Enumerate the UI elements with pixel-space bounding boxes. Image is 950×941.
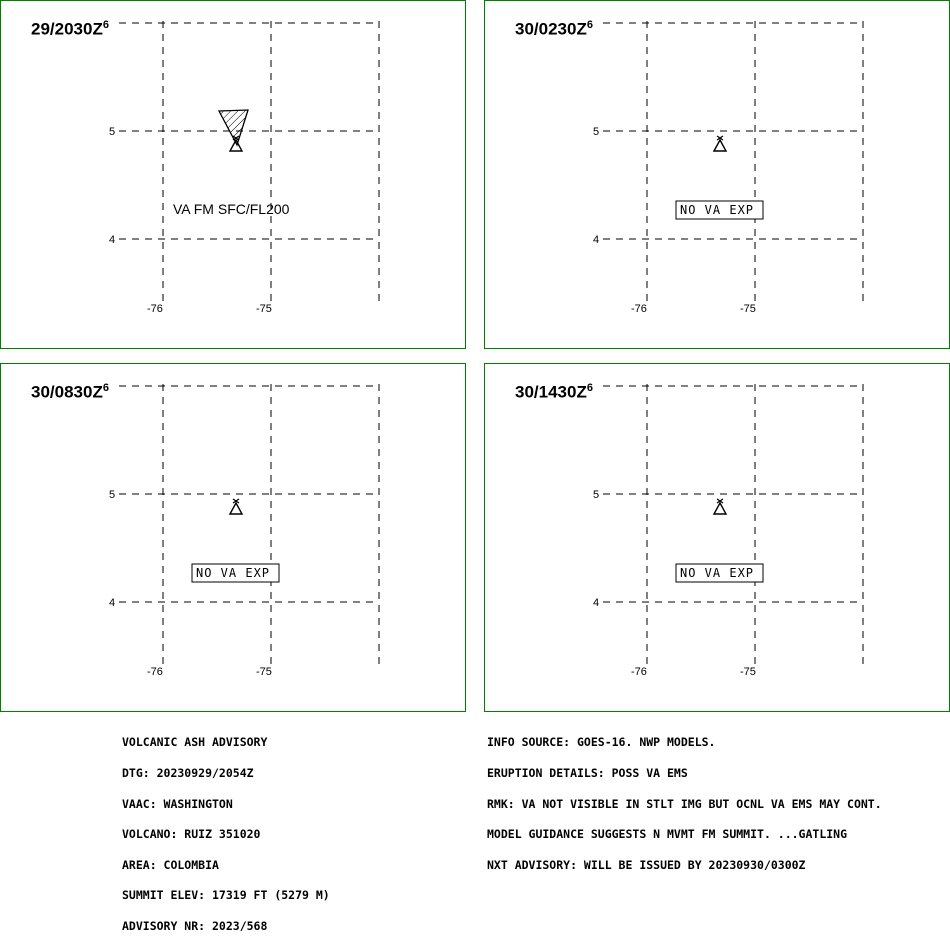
info-line: NXT ADVISORY: WILL BE ISSUED BY 20230930/0300Z [487, 857, 806, 872]
panel-map [1, 1, 467, 350]
lon-label-75: -75 [740, 666, 756, 678]
info-line: RMK: VA NOT VISIBLE IN STLT IMG BUT OCNL VA EMS MAY CONT. [487, 796, 882, 811]
forecast-panel-1 [0, 0, 466, 349]
volcano-icon [230, 499, 242, 514]
advisory-line: SUMMIT ELEV: 17319 FT (5279 M) [122, 888, 330, 903]
panel-time-label: $29/2030Z^6$ [31, 19, 109, 39]
lat-label-5: 5 [109, 489, 116, 501]
lon-label-76: -76 [631, 666, 647, 678]
info-line: INFO SOURCE: GOES-16. NWP MODELS. [487, 735, 716, 750]
advisory-line: AREA: COLOMBIA [122, 857, 219, 872]
lat-label-4: 4 [109, 234, 116, 246]
lon-label-76: -76 [147, 666, 163, 678]
volcano-icon [714, 136, 726, 151]
lon-label-75: -75 [740, 303, 756, 315]
info-line: MODEL GUIDANCE SUGGESTS N MVMT FM SUMMIT. ...GATLING [487, 827, 848, 842]
advisory-info-block [487, 717, 882, 880]
advisory-line: VOLCANIC ASH ADVISORY [122, 735, 268, 750]
lat-label-4: 4 [593, 597, 600, 609]
volcano-icon [714, 499, 726, 514]
advisory-line: ADVISORY NR: 2023/568 [122, 918, 268, 933]
advisory-line: DTG: 20230929/2054Z [122, 766, 254, 780]
lat-label-4: 4 [593, 234, 600, 246]
advisory-header-block [122, 717, 330, 941]
panel-time-label: $30/0230Z^6$ [515, 19, 593, 39]
panel-map [485, 364, 950, 713]
no-va-exp-label: NO VA EXP [680, 203, 755, 217]
lat-label-5: 5 [109, 126, 116, 138]
panel-map [485, 1, 950, 350]
lon-label-75: -75 [256, 666, 272, 678]
no-va-exp-label: NO VA EXP [196, 566, 271, 580]
lat-label-5: 5 [593, 489, 600, 501]
lat-label-5: 5 [593, 126, 600, 138]
forecast-panel-3 [0, 363, 466, 712]
forecast-panel-4 [484, 363, 950, 712]
panel-time-label: $30/1430Z^6$ [515, 382, 593, 402]
panel-time-label: $30/0830Z^6$ [31, 382, 109, 402]
advisory-line: VAAC: WASHINGTON [122, 796, 233, 811]
no-va-exp-label: NO VA EXP [680, 566, 755, 580]
lon-label-76: -76 [147, 303, 163, 315]
lon-label-76: -76 [631, 303, 647, 315]
advisory-line: VOLCANO: RUIZ 351020 [122, 827, 261, 842]
info-line: ERUPTION DETAILS: POSS VA EMS [487, 766, 688, 780]
lat-label-4: 4 [109, 597, 116, 609]
lon-label-75: -75 [256, 303, 272, 315]
forecast-panel-2 [484, 0, 950, 349]
va-label: VA FM SFC/FL200 [173, 201, 290, 217]
panel-map [1, 364, 467, 713]
